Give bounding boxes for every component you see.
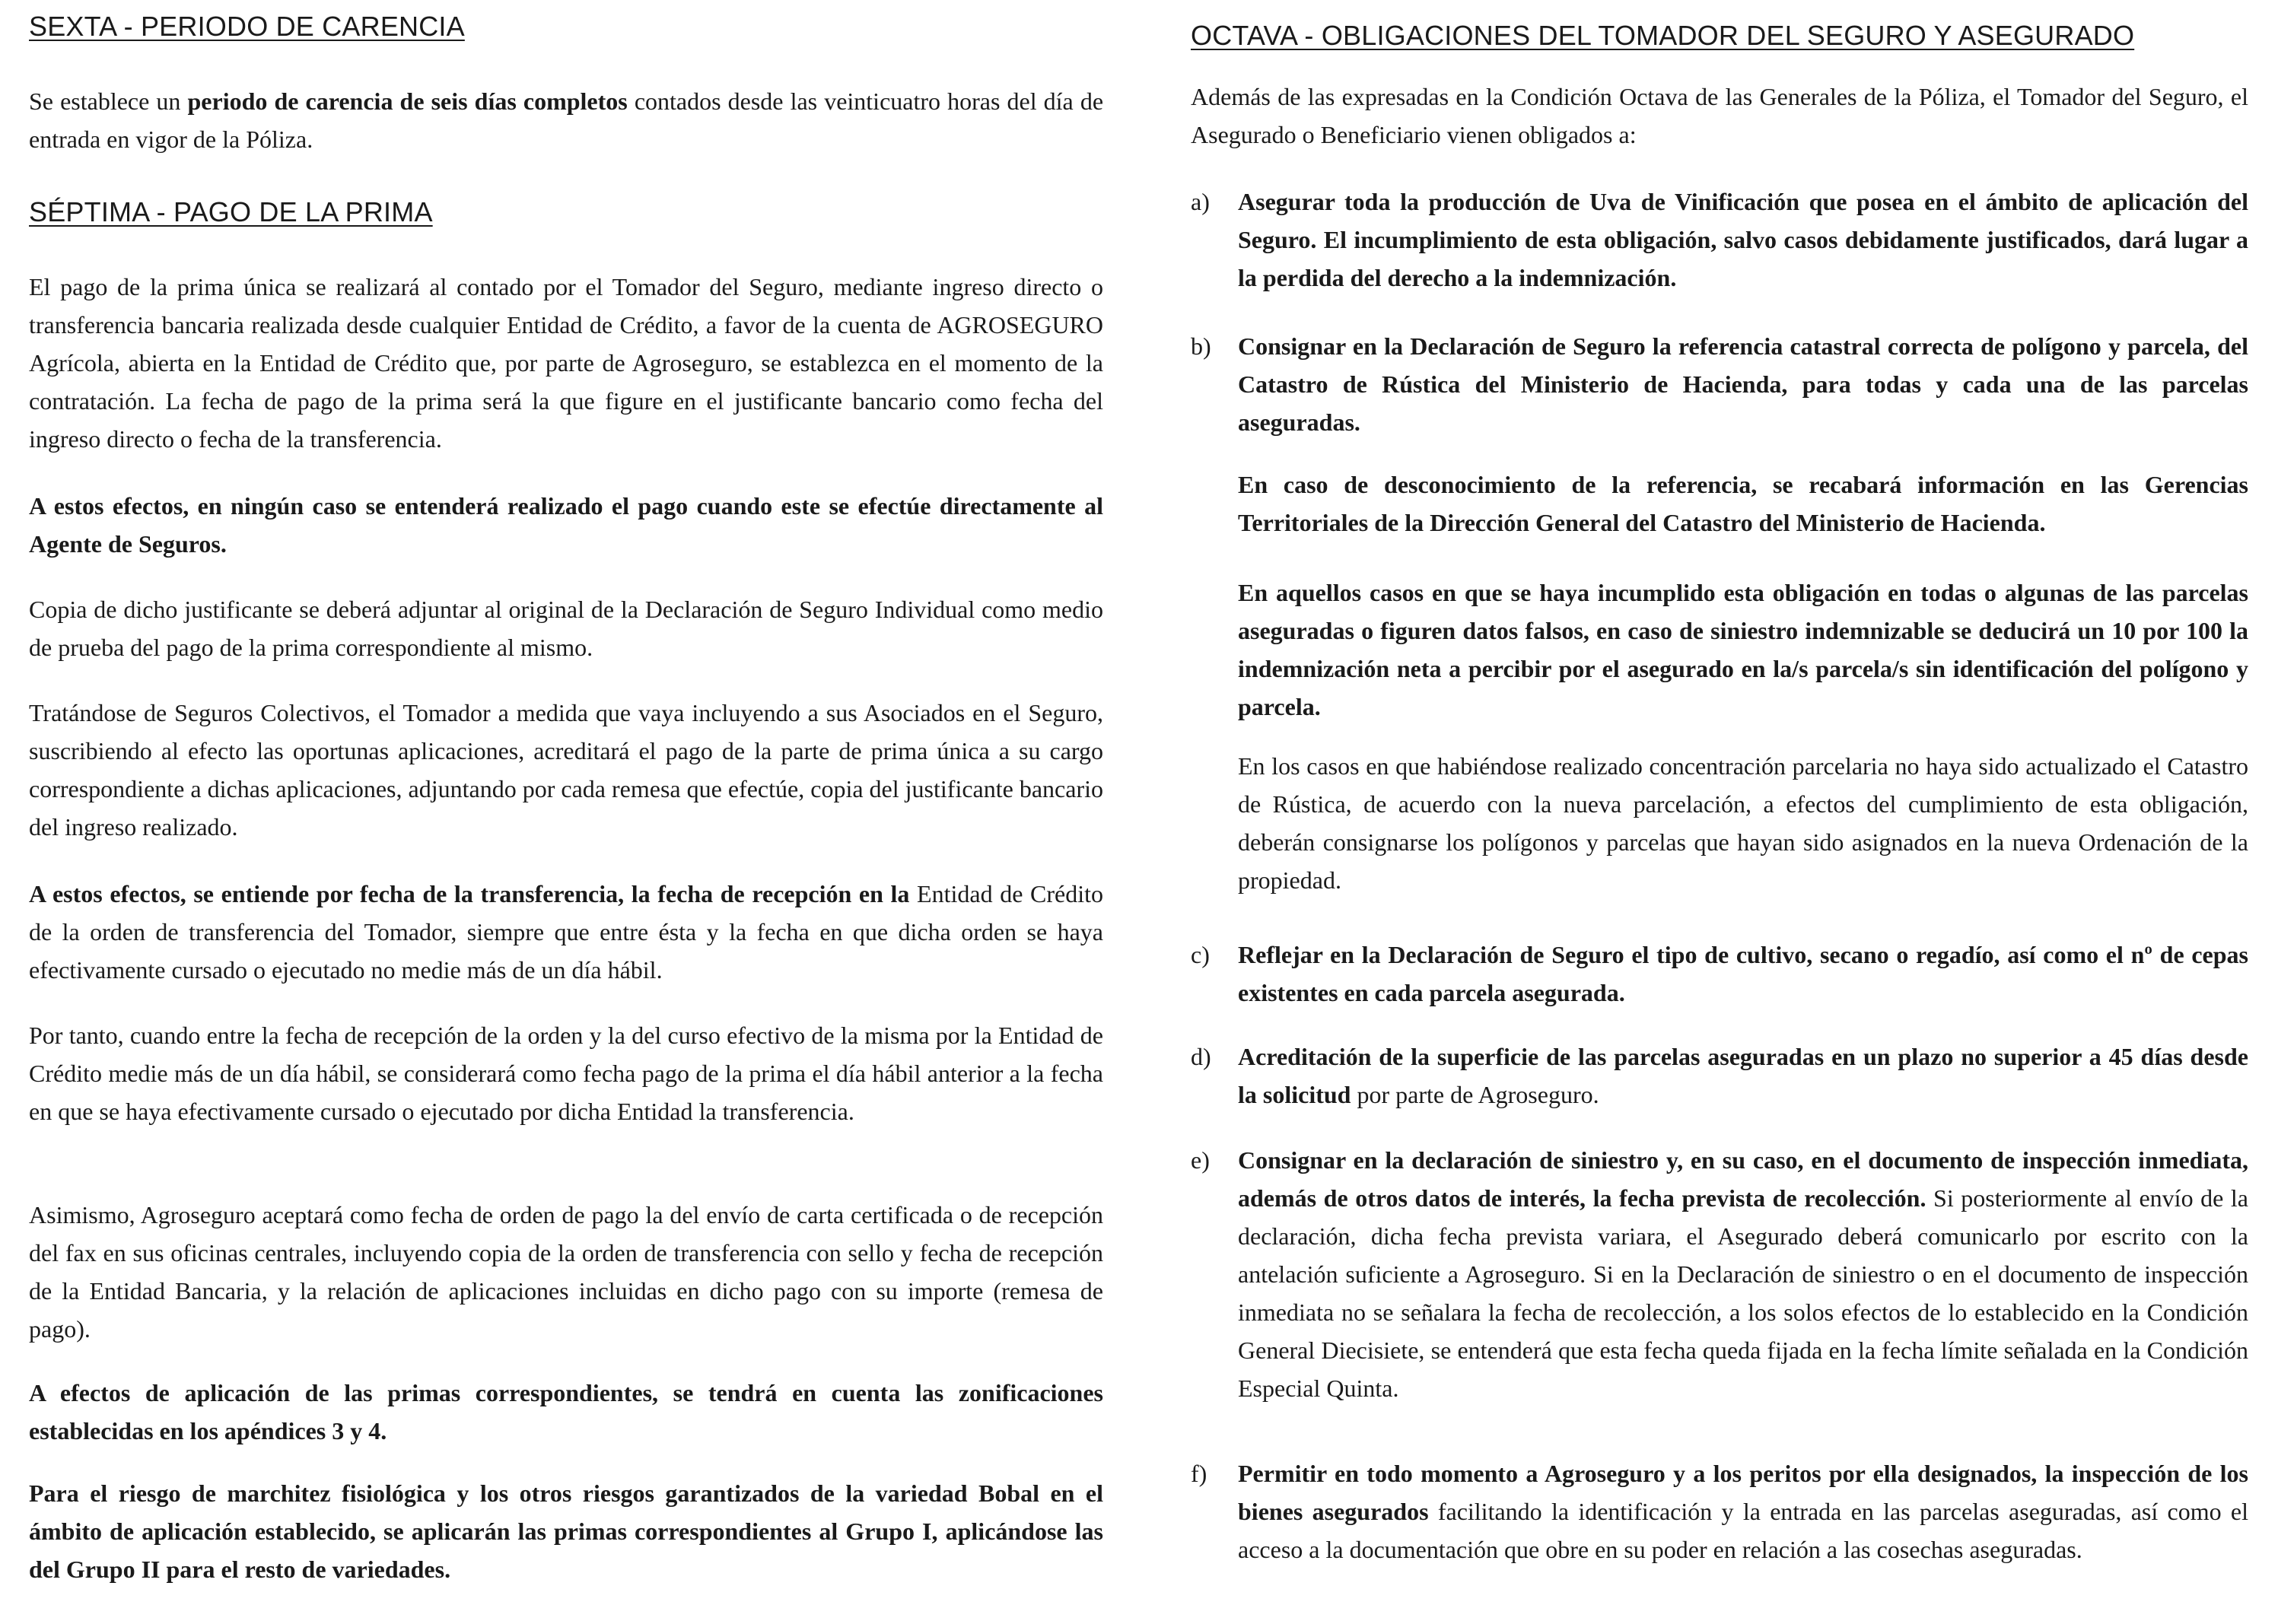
carencia-text-post: contados desde las veinticuatro horas del día de entrada en vigor de la Póliza. [29,87,1104,153]
item-text-d [1238,1038,2248,1114]
obligation-item-a [1191,183,2248,297]
item-d-text-post: por parte de Agroseguro. [1351,1081,1599,1108]
item-text-e [1238,1141,2248,1407]
paragraph-pago-5 [29,875,1103,989]
paragraph-carencia [29,82,1103,158]
item-label-a: a) [1191,188,1210,215]
paragraph-octava-intro: Además de las expresadas en la Condición Octava de las Generales de la Póliza, el Tomador del Seguro, el Asegurado o Beneficiario vienen obligados a: [1191,83,2248,148]
item-d-text-bold: Acreditación de la superficie de las parcelas aseguradas en un plazo no superior a 45 días desde la solicitud [1238,1043,2248,1108]
paragraph-pago-9: Para el riesgo de marchitez fisiológica y los otros riesgos garantizados de la variedad Bobal en el ámbito de aplicación establecido, se aplicarán las primas correspondientes al Grupo I, aplicándose las del Grupo II para el resto de variedades. [29,1479,1103,1583]
obligation-item-e [1191,1141,2248,1407]
obligation-item-f [1191,1454,2248,1568]
item-label-d: d) [1191,1043,1211,1070]
carencia-text-bold: periodo de carencia de seis días completos [187,87,628,115]
paragraph-pago-1: El pago de la prima única se realizará al contado por el Tomador del Seguro, mediante ingreso directo o transferencia bancaria realizada desde cualquier Entidad de Crédito, a favor de la cuenta de AGROSEGURO Agrícola, abierta en la Entidad de Crédito que, por parte de Agroseguro, se establezca en el momento de la contratación. La fecha de pago de la prima será la que figure en el justificante bancario como fecha del ingreso directo o fecha de la transferencia. [29,273,1103,453]
paragraph-pago-7: Asimismo, Agroseguro aceptará como fecha de orden de pago la del envío de carta certificada o de recepción del fax en sus oficinas centrales, incluyendo copia de la orden de transferencia con sello y fecha de recepción de la Entidad Bancaria, y la relación de aplicaciones incluidas en dicho pago con su importe (remesa de pago). [29,1201,1103,1343]
paragraph-pago-8: A efectos de aplicación de las primas correspondientes, se tendrá en cuenta las zonificaciones establecidas en los apéndices 3 y 4. [29,1379,1103,1444]
paragraph-pago-4: Tratándose de Seguros Colectivos, el Tomador a medida que vaya incluyendo a sus Asociados en el Seguro, suscribiendo al efecto las oportunas aplicaciones, acreditará el pago de la parte de prima única a su cargo correspondiente a dichas aplicaciones, adjuntando por cada remesa que efectúe, copia del justificante bancario del ingreso realizado. [29,699,1103,841]
section-heading-septima: SÉPTIMA - PAGO DE LA PRIMA [29,196,433,227]
item-text-f [1238,1454,2248,1568]
obligation-item-d [1191,1038,2248,1114]
paragraph-pago-3: Copia de dicho justificante se deberá adjuntar al original de la Declaración de Seguro Individual como medio de prueba del pago de la prima correspondiente al mismo. [29,596,1103,661]
item-label-c: c) [1191,941,1210,968]
item-e-text-bold: Consignar en la declaración de siniestro y, en su caso, en el documento de inspección inmediata, además de otros datos de interés, la fecha prevista de recolección. [1238,1146,2248,1212]
paragraph-pago-6: Por tanto, cuando entre la fecha de recepción de la orden y la del curso efectivo de la misma por la Entidad de Crédito medie más de un día hábil, se considerará como fecha pago de la prima el día hábil anterior a la fecha en que se haya efectivamente cursado o ejecutado por dicha Entidad la transferencia. [29,1022,1103,1125]
item-f-text-post: facilitando la identificación y la entrada en las parcelas aseguradas, así como el acceso a la documentación que obre en su poder en relación a las cosechas aseguradas. [1238,1498,2249,1563]
item-b-subparagraph-3: En los casos en que habiéndose realizado concentración parcelaria no haya sido actualizado el Catastro de Rústica, de acuerdo con la nueva parcelación, a efectos del cumplimiento de esta obligación, deberán consignarse los polígonos y parcelas que hayan sido asignados en la nueva Ordenación de la propiedad. [1238,752,2248,894]
section-heading-sexta: SEXTA - PERIODO DE CARENCIA [29,11,465,42]
obligation-item-c [1191,936,2248,1012]
obligation-item-b [1191,327,2248,441]
item-b-subparagraph-1: En caso de desconocimiento de la referencia, se recabará información en las Gerencias Territoriales de la Dirección General del Catastro del Ministerio de Hacienda. [1238,471,2248,536]
pago5-text-bold: A estos efectos, se entiende por fecha de la transferencia, la fecha de recepción en la [29,880,910,907]
item-f-text-bold: Permitir en todo momento a Agroseguro y a los peritos por ella designados, la inspección de los bienes asegurados [1238,1460,2248,1525]
pago5-text-post: Entidad de Crédito de la orden de transferencia del Tomador, siempre que entre ésta y la fecha en que dicha orden se haya efectivamente cursado o ejecutado no medie más de un día hábil. [29,880,1104,984]
paragraph-pago-2: A estos efectos, en ningún caso se entenderá realizado el pago cuando este se efectúe directamente al Agente de Seguros. [29,492,1103,558]
item-b-subparagraph-2: En aquellos casos en que se haya incumplido esta obligación en todas o algunas de las parcelas aseguradas o figuren datos falsos, en caso de siniestro indemnizable se deducirá un 10 por 100 la indemnización neta a percibir por el asegurado en la/s parcela/s sin identificación del polígono y parcela. [1238,579,2248,720]
item-label-f: f) [1191,1460,1207,1487]
carencia-text-pre: Se establece un [29,87,188,115]
item-label-e: e) [1191,1146,1210,1174]
item-label-b: b) [1191,332,1211,360]
item-text-b: Consignar en la Declaración de Seguro la referencia catastral correcta de polígono y parcela, del Catastro de Rústica del Ministerio de Hacienda, para todas y cada una de las parcelas aseguradas. [1238,332,2248,436]
item-text-c: Reflejar en la Declaración de Seguro el tipo de cultivo, secano o regadío, así como el nº de cepas existentes en cada parcela asegurada. [1238,941,2248,1006]
section-heading-octava: OCTAVA - OBLIGACIONES DEL TOMADOR DEL SEGURO Y ASEGURADO [1191,20,2135,51]
item-e-text-post: Si posteriormente al envío de la declaración, dicha fecha prevista variara, el Asegurado deberá comunicarlo por escrito con la antelación suficiente a Agroseguro. Si en la Declaración de siniestro o en el documento de inspección inmediata no se señalara la fecha de recolección, a los solos efectos de lo establecido en la Condición General Diecisiete, se entenderá que esta fecha queda fijada en la fecha límite señalada en la Condición Especial Quinta. [1238,1184,2249,1402]
item-text-a: Asegurar toda la producción de Uva de Vinificación que posea en el ámbito de aplicación del Seguro. El incumplimiento de esta obligación, salvo casos debidamente justificados, dará lugar a la perdida del derecho a la indemnización. [1238,188,2248,291]
